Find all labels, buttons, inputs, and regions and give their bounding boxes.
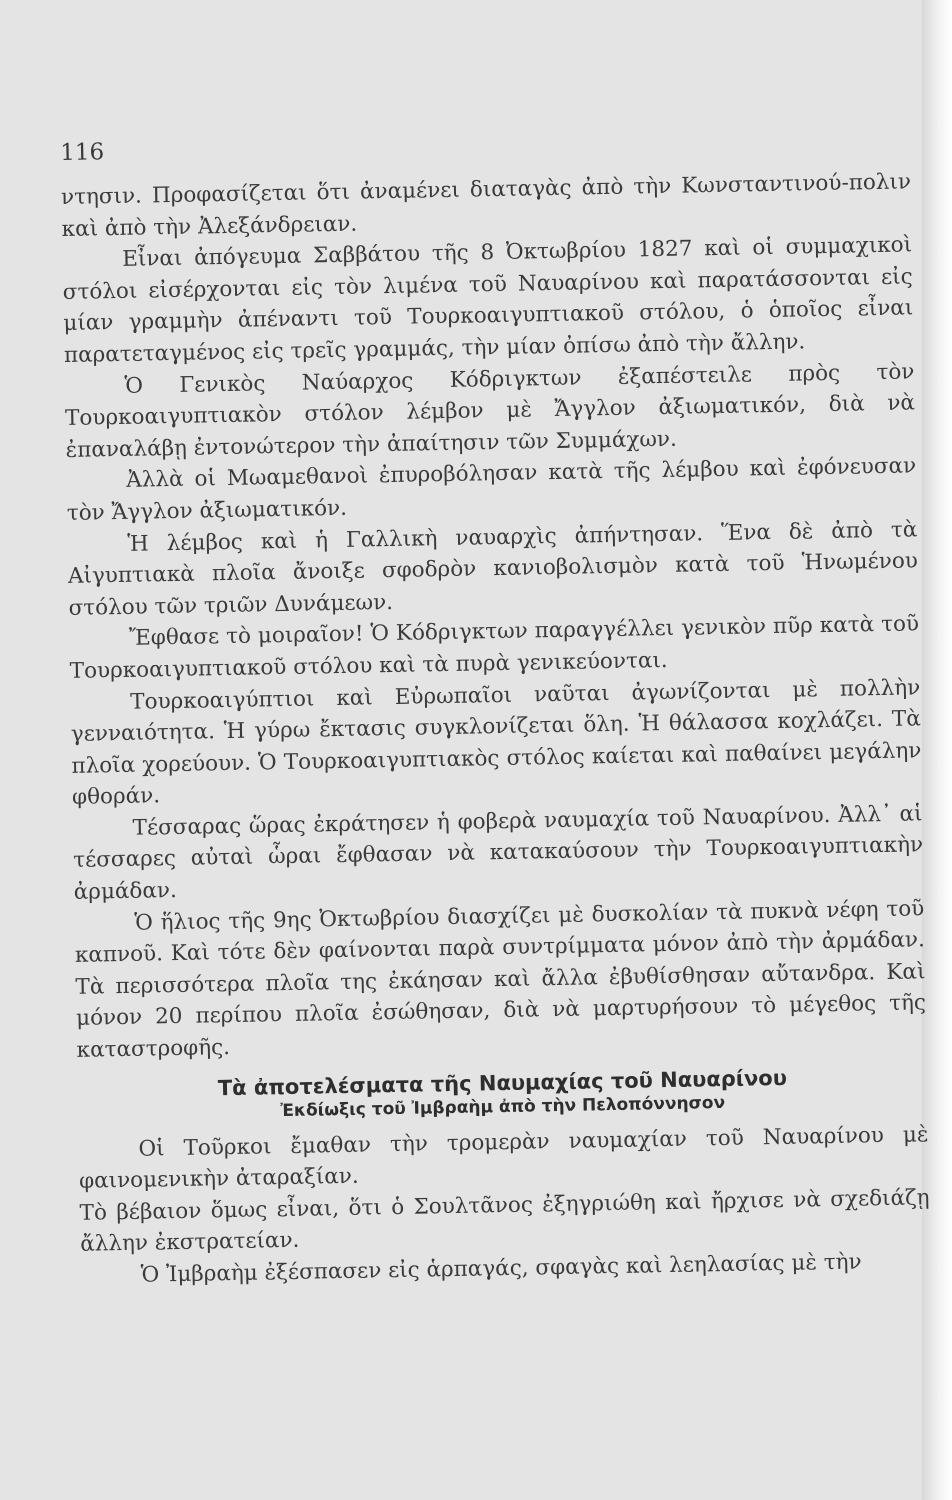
body-text-bottom	[78, 1119, 931, 1293]
section-subheading: Ἐκδίωξις τοῦ Ἰμβραὴμ ἀπὸ τὴν Πελοπόννησον	[280, 1092, 726, 1121]
paragraph: Ἀλλὰ οἱ Μωαμεθανοὶ ἐπυροβόλησαν κατὰ τῆς λέμβου καὶ ἐφόνευσαν τὸν Ἄγγλον ἀξιωματικόν.	[66, 453, 917, 526]
paragraph: Ἔφθασε τὸ μοιραῖον! Ὁ Κόδριγκτων παραγγέλλει γενικὸν πῦρ κατὰ τοῦ Τουρκοαιγυπτιακοῦ στόλου καὶ τὰ πυρὰ γενικεύονται.	[69, 611, 920, 684]
paragraph: Ὁ ἥλιος τῆς 9ης Ὀκτωβρίου διασχίζει μὲ δυσκολίαν τὰ πυκνὰ νέφη τοῦ καπνοῦ. Καὶ τότε δὲν φαίνονται παρὰ συντρίμματα μόνον ἀπὸ τὴν ἀρμάδαν. Τὰ περισσότερα πλοῖα της ἐκάησαν καὶ ἄλλα ἐβυθίσθησαν αὔτανδρα. Καὶ μόνον 20 περίπου πλοῖα ἐσώθησαν, διὰ νὰ μαρτυρήσουν τὸ μέγεθος τῆς καταστροφῆς.	[74, 895, 927, 1063]
paragraph: Ὁ Ἰμβραὴμ ἐξέσπασεν εἰς ἁρπαγάς, σφαγὰς καὶ λεηλασίας μὲ τὴν	[140, 1249, 862, 1288]
body-text-top	[61, 166, 927, 1066]
paragraph: Ὁ Γενικὸς Ναύαρχος Κόδριγκτων ἐξαπέστειλε πρὸς τὸν Τουρκοαιγυπτιακὸν στόλον λέμβον μὲ Ἄγγλον ἀξιωματικόν, διὰ νὰ ἐπαναλάβῃ ἐντονώτερον τὴν ἀπαίτησιν τῶν Συμμάχων.	[64, 358, 916, 463]
paragraph: Τὸ βέβαιον ὅμως εἶναι, ὅτι ὁ Σουλτᾶνος ἐξηγριώθη καὶ ἤρχισε νὰ σχεδιάζῃ ἄλλην ἐκστρατείαν.	[79, 1185, 930, 1258]
paragraph: Τέσσαρας ὥρας ἐκράτησεν ἡ φοβερὰ ναυμαχία τοῦ Ναυαρίνου. Ἀλλ᾿ αἱ τέσσαρες αὐταὶ ὧραι ἔφθασαν νὰ κατακαύσουν τὴν Τουρκοαιγυπτιακὴν ἀρμάδαν.	[72, 801, 924, 905]
page-number: 116	[60, 139, 105, 166]
page-text-block	[60, 124, 931, 1292]
paragraph: Οἱ Τοῦρκοι ἔμαθαν τὴν τρομερὰν ναυμαχίαν τοῦ Ναυαρίνου μὲ φαινομενικὴν ἀταραξίαν.	[78, 1121, 929, 1195]
paragraph: Εἶναι ἀπόγευμα Σαββάτου τῆς 8 Ὀκτωβρίου 1827 καὶ οἱ συμμαχικοὶ στόλοι εἰσέρχονται εἰς τὸν λιμένα τοῦ Ναυαρίνου καὶ παρατάσσονται εἰς μίαν γραμμὴν ἀπέναντι τοῦ Τουρκοαιγυπτιακοῦ στόλου, ὁ ὁποῖος εἶναι παρατεταγμένος εἰς τρεῖς γραμμάς, τὴν μίαν ὀπίσω ἀπὸ τὴν ἄλλην.	[62, 232, 914, 368]
paragraph: Τουρκοαιγύπτιοι καὶ Εὐρωπαῖοι ναῦται ἀγωνίζονται μὲ πολλὴν γενναιότητα. Ἡ γύρω ἔκτασις συγκλονίζεται ὅλη. Ἡ θάλασσα κοχλάζει. Τὰ πλοῖα χορεύουν. Ὁ Τουρκοαιγυπτιακὸς στόλος καίεται καὶ παθαίνει μεγάλην φθοράν.	[70, 674, 922, 811]
section-heading: Τὰ ἀποτελέσματα τῆς Ναυμαχίας τοῦ Ναυαρίνου	[217, 1065, 788, 1100]
paragraph: ντησιν. Προφασίζεται ὅτι ἀναμένει διαταγὰς ἀπὸ τὴν Κωνσταντινού-πολιν καὶ ἀπὸ τὴν Ἀλεξάνδρειαν.	[60, 169, 912, 242]
paragraph: Ἡ λέμβος καὶ ἡ Γαλλικὴ ναυαρχὶς ἀπήντησαν. Ἕνα δὲ ἀπὸ τὰ Αἰγυπτιακὰ πλοῖα ἄνοιξε σφοδρὸν κανιοβολισμὸν κατὰ τοῦ Ἡνωμένου στόλου τῶν τριῶν Δυνάμεων.	[67, 516, 919, 621]
